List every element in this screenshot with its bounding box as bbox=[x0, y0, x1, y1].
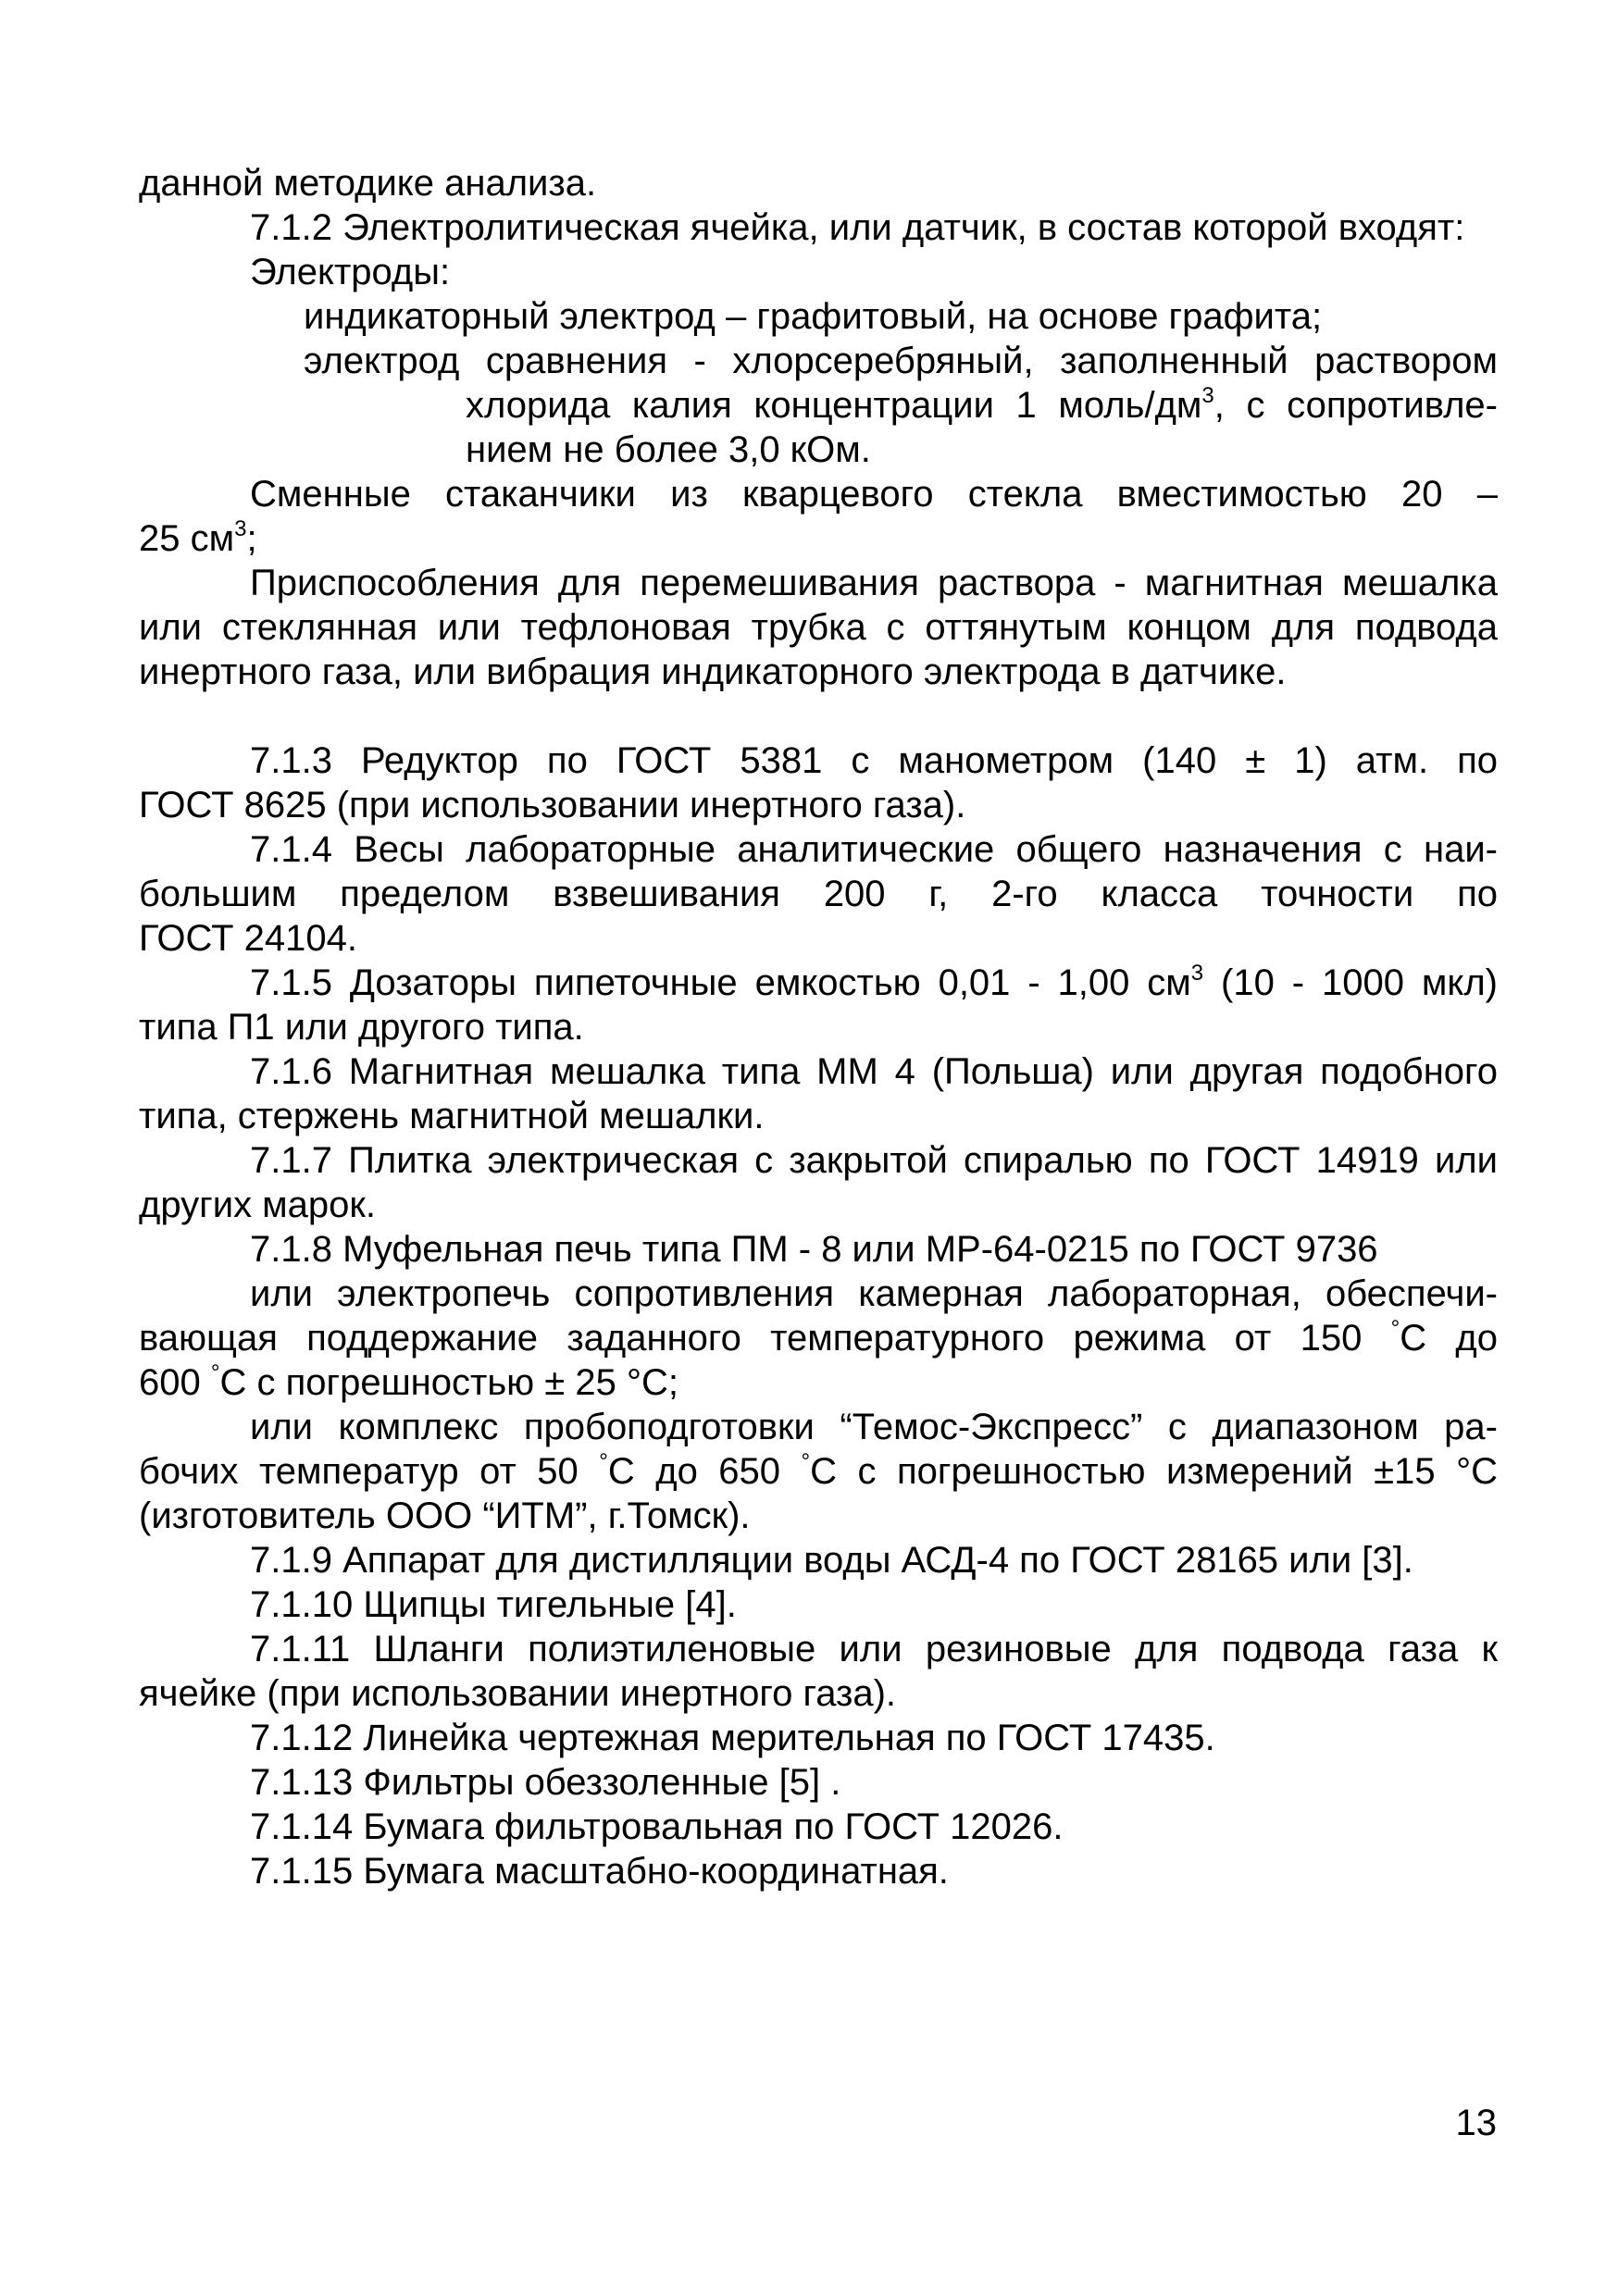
text-line bbox=[139, 1316, 1498, 1360]
text-line: типа, стержень магнитной мешалки. bbox=[139, 1096, 765, 1136]
text-line: индикаторный электрод – графитовый, на основе графита; bbox=[304, 296, 1323, 337]
text-line: инертного газа, или вибрация индикаторного электрода в датчике. bbox=[139, 652, 1287, 692]
text-span: С до bbox=[1400, 1318, 1498, 1359]
text-line bbox=[139, 961, 1498, 1005]
text-span: вающая поддержание заданного температурного режима от 150 bbox=[139, 1318, 1391, 1359]
text-span: , с сопротивле- bbox=[1214, 385, 1498, 426]
text-line: большим пределом взвешивания 200 г, 2-го класса точности по bbox=[139, 874, 1498, 914]
text-line: 7.1.8 Муфельная печь типа ПМ - 8 или МР-64-0215 по ГОСТ 9736 bbox=[250, 1229, 1378, 1270]
text-line bbox=[139, 516, 1498, 561]
text-span: С с погрешностью измерений ±15 °С bbox=[810, 1451, 1498, 1492]
text-line: 7.1.2 Электролитическая ячейка, или датчик, в состав которой входят: bbox=[250, 207, 1465, 248]
text-line: Электроды: bbox=[250, 252, 451, 292]
text-line: данной методике анализа. bbox=[139, 163, 597, 204]
text-line: 7.1.9 Аппарат для дистилляции воды АСД-4 по ГОСТ 28165 или [3]. bbox=[250, 1540, 1413, 1581]
text-line: 7.1.4 Весы лабораторные аналитические общего назначения с наи- bbox=[250, 829, 1498, 870]
text-line: (изготовитель ООО “ИТМ”, г.Томск). bbox=[139, 1496, 751, 1536]
text-line bbox=[139, 383, 1498, 428]
text-line: Приспособления для перемешивания раствора - магнитная мешалка bbox=[250, 563, 1498, 603]
page-number: 13 bbox=[1455, 2103, 1497, 2143]
text-span: бочих температур от 50 bbox=[139, 1451, 600, 1492]
document-page bbox=[139, 161, 1498, 1893]
text-line: ГОСТ 8625 (при использовании инертного газа). bbox=[139, 785, 966, 825]
text-line: типа П1 или другого типа. bbox=[139, 1007, 584, 1048]
text-line: или электропечь сопротивления камерная лабораторная, обеспечи- bbox=[250, 1273, 1498, 1314]
text-line: нием не более 3,0 кОм. bbox=[466, 429, 871, 470]
text-line: 7.1.7 Плитка электрическая с закрытой спиралью по ГОСТ 14919 или bbox=[250, 1140, 1498, 1181]
degree-sign: ° bbox=[1390, 1316, 1400, 1341]
text-line: 7.1.15 Бумага масштабно-координатная. bbox=[250, 1851, 949, 1892]
text-line: 7.1.13 Фильтры обеззоленные [5] . bbox=[250, 1762, 841, 1803]
superscript: 3 bbox=[1201, 383, 1214, 408]
text-span: 600 bbox=[139, 1362, 211, 1403]
text-span: 25 см bbox=[139, 518, 235, 559]
text-span: 7.1.5 Дозаторы пипеточные емкостью 0,01 - 1,00 см bbox=[250, 962, 1191, 1003]
text-line: 7.1.14 Бумага фильтровальная по ГОСТ 12026. bbox=[250, 1806, 1064, 1847]
text-span: С с погрешностью ± 25 °С; bbox=[219, 1362, 678, 1403]
degree-sign: ° bbox=[801, 1449, 811, 1474]
text-line bbox=[139, 1360, 1498, 1405]
text-line: 7.1.3 Редуктор по ГОСТ 5381 с манометром (140 ± 1) атм. по bbox=[250, 740, 1498, 781]
text-span: С до 650 bbox=[607, 1451, 802, 1492]
superscript: 3 bbox=[234, 516, 247, 541]
text-line bbox=[139, 1449, 1498, 1494]
text-line: 7.1.10 Щипцы тигельные [4]. bbox=[250, 1584, 737, 1625]
text-span: хлорида калия концентрации 1 моль/дм bbox=[466, 385, 1202, 426]
text-line: 7.1.11 Шланги полиэтиленовые или резиновые для подвода газа к bbox=[250, 1629, 1498, 1669]
text-line: Сменные стаканчики из кварцевого стекла вместимостью 20 – bbox=[250, 474, 1498, 515]
text-span: ; bbox=[246, 518, 257, 559]
text-line: электрод сравнения - хлорсеребряный, заполненный раствором bbox=[304, 341, 1498, 381]
text-line: 7.1.6 Магнитная мешалка типа ММ 4 (Польша) или другая подобного bbox=[250, 1051, 1498, 1092]
text-line: других марок. bbox=[139, 1185, 377, 1225]
degree-sign: ° bbox=[210, 1360, 220, 1385]
text-line: ГОСТ 24104. bbox=[139, 918, 357, 959]
text-line: 7.1.12 Линейка чертежная мерительная по ГОСТ 17435. bbox=[250, 1718, 1215, 1758]
text-line: или стеклянная или тефлоновая трубка с оттянутым концом для подвода bbox=[139, 607, 1498, 648]
text-line: или комплекс пробоподготовки “Темос-Экспресс” с диапазоном ра- bbox=[250, 1407, 1498, 1447]
text-line: ячейке (при использовании инертного газа). bbox=[139, 1673, 897, 1714]
superscript: 3 bbox=[1190, 961, 1204, 986]
degree-sign: ° bbox=[599, 1449, 608, 1474]
paragraph-gap bbox=[139, 694, 1498, 738]
text-span: (10 - 1000 мкл) bbox=[1203, 962, 1498, 1003]
